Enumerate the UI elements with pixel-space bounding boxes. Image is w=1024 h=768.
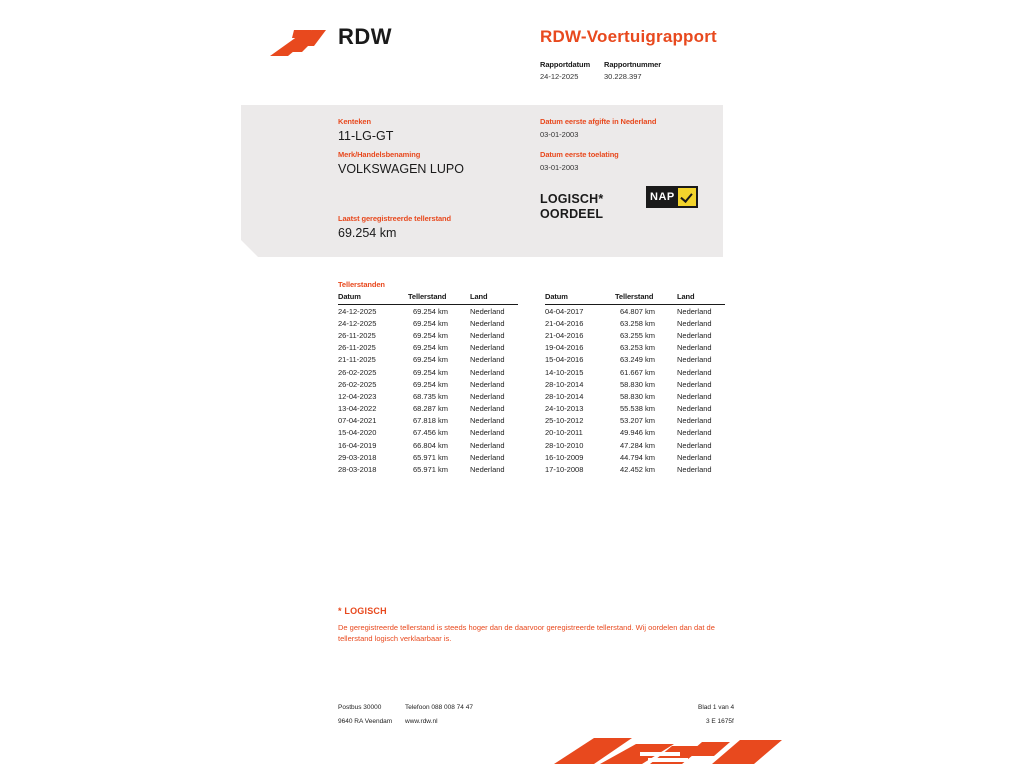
table-row: [338, 403, 518, 415]
cell-land: Nederland: [677, 440, 712, 450]
cell-land: Nederland: [677, 318, 712, 328]
table-row: [545, 329, 725, 341]
table-row: [338, 427, 518, 439]
table-row: [545, 342, 725, 354]
first-admission-label: Datum eerste toelating: [540, 150, 619, 159]
table-row: [338, 451, 518, 463]
cell-land: Nederland: [677, 428, 712, 438]
footnote-title: * LOGISCH: [338, 606, 387, 616]
cell-tellerstand: 61.667 km: [619, 367, 655, 377]
kenteken-value: 11-LG-GT: [338, 129, 394, 143]
cell-tellerstand: 69.254 km: [412, 367, 448, 377]
cell-datum: 28-10-2014: [545, 391, 584, 401]
cell-datum: 16-10-2009: [545, 452, 584, 462]
table-row: [338, 366, 518, 378]
table-row: [338, 439, 518, 451]
cell-datum: 25-10-2012: [545, 416, 584, 426]
table-row: [545, 403, 725, 415]
cell-land: Nederland: [677, 391, 712, 401]
cell-datum: 21-04-2016: [545, 318, 584, 328]
cell-tellerstand: 69.254 km: [412, 343, 448, 353]
cell-datum: 19-04-2016: [545, 343, 584, 353]
rdw-wordmark: RDW: [338, 24, 393, 49]
vehicle-summary-panel: [241, 105, 723, 257]
table-row: [338, 317, 518, 329]
report-number-label: Rapportnummer: [604, 60, 662, 69]
odometer-table-left: [338, 292, 518, 476]
cell-tellerstand: 53.207 km: [619, 416, 655, 426]
first-admission-value: 03-01-2003: [540, 163, 579, 172]
cell-tellerstand: 49.946 km: [619, 428, 655, 438]
cell-tellerstand: 47.284 km: [619, 440, 655, 450]
cell-tellerstand: 66.804 km: [412, 440, 448, 450]
cell-tellerstand: 63.258 km: [619, 318, 655, 328]
table-row: [545, 305, 725, 318]
cell-tellerstand: 69.254 km: [412, 318, 448, 328]
cell-tellerstand: 64.807 km: [619, 306, 655, 316]
cell-land: Nederland: [677, 416, 712, 426]
cell-datum: 28-10-2014: [545, 379, 584, 389]
cell-datum: 26-11-2025: [338, 330, 376, 340]
cell-land: Nederland: [677, 404, 712, 414]
merk-value: VOLKSWAGEN LUPO: [338, 162, 464, 176]
table-row: [338, 463, 518, 475]
table-row: [545, 439, 725, 451]
cell-tellerstand: 65.971 km: [412, 452, 448, 462]
cell-tellerstand: 63.253 km: [619, 343, 655, 353]
odometer-table-right: [545, 292, 725, 476]
cell-datum: 24-12-2025: [338, 318, 377, 328]
cell-tellerstand: 67.818 km: [412, 416, 448, 426]
footer-page-number: Blad 1 van 4: [698, 704, 735, 711]
table-row: [338, 305, 518, 318]
report-number-value: 30.228.397: [604, 72, 642, 81]
cell-datum: 21-04-2016: [545, 330, 584, 340]
table-row: [545, 390, 725, 402]
rdw-footer-graphic-icon: [554, 738, 784, 768]
cell-datum: 26-02-2025: [338, 379, 377, 389]
cell-land: Nederland: [677, 465, 712, 475]
cell-tellerstand: 58.830 km: [619, 379, 655, 389]
cell-datum: 17-10-2008: [545, 465, 584, 475]
cell-datum: 29-03-2018: [338, 452, 377, 462]
cell-land: Nederland: [470, 465, 505, 475]
column-header-tellerstand: Tellerstand: [408, 292, 470, 305]
cell-land: Nederland: [470, 440, 505, 450]
cell-land: Nederland: [470, 330, 505, 340]
verdict-line-2: OORDEEL: [540, 207, 604, 221]
table-row: [338, 390, 518, 402]
rdw-arrow-logo-icon: [268, 26, 328, 60]
cell-land: Nederland: [677, 452, 712, 462]
cell-datum: 28-03-2018: [338, 465, 377, 475]
cell-datum: 26-02-2025: [338, 367, 377, 377]
column-header-land: Land: [677, 292, 725, 305]
odometer-section-title: Tellerstanden: [338, 280, 385, 289]
report-number-block: [604, 60, 661, 81]
nap-badge: [646, 186, 698, 208]
report-date-value: 24-12-2025: [540, 72, 579, 81]
cell-land: Nederland: [677, 367, 712, 377]
cell-land: Nederland: [470, 452, 505, 462]
cell-datum: 07-04-2021: [338, 416, 377, 426]
cell-tellerstand: 69.254 km: [412, 306, 448, 316]
kenteken-label: Kenteken: [338, 117, 371, 126]
column-header-tellerstand: Tellerstand: [615, 292, 677, 305]
cell-land: Nederland: [677, 355, 712, 365]
table-row: [338, 354, 518, 366]
table-row: [545, 427, 725, 439]
table-row: [338, 329, 518, 341]
panel-corner-cut: [241, 240, 258, 257]
cell-land: Nederland: [677, 343, 712, 353]
cell-land: Nederland: [677, 306, 712, 316]
table-row: [545, 366, 725, 378]
table-row: [338, 342, 518, 354]
footer-postcode: 9640 RA Veendam: [338, 718, 393, 725]
table-row: [545, 378, 725, 390]
table-row: [338, 415, 518, 427]
cell-tellerstand: 44.794 km: [619, 452, 655, 462]
cell-datum: 28-10-2010: [545, 440, 584, 450]
table-row: [545, 354, 725, 366]
last-odometer-value: 69.254 km: [338, 226, 397, 240]
cell-tellerstand: 69.254 km: [412, 355, 448, 365]
cell-land: Nederland: [470, 379, 505, 389]
cell-tellerstand: 68.287 km: [412, 404, 448, 414]
cell-land: Nederland: [677, 330, 712, 340]
cell-tellerstand: 63.255 km: [619, 330, 655, 340]
cell-land: Nederland: [677, 379, 712, 389]
cell-datum: 04-04-2017: [545, 306, 584, 316]
cell-land: Nederland: [470, 391, 505, 401]
table-row: [545, 415, 725, 427]
first-registration-nl-value: 03-01-2003: [540, 130, 579, 139]
cell-tellerstand: 63.249 km: [619, 355, 655, 365]
verdict-block: [540, 192, 603, 222]
column-header-datum: Datum: [338, 292, 408, 305]
table-header-row: [545, 292, 725, 305]
cell-land: Nederland: [470, 416, 505, 426]
cell-land: Nederland: [470, 404, 505, 414]
cell-tellerstand: 55.538 km: [619, 404, 655, 414]
cell-land: Nederland: [470, 343, 505, 353]
nap-badge-label: NAP: [650, 191, 675, 203]
table-row: [545, 451, 725, 463]
cell-tellerstand: 68.735 km: [412, 391, 448, 401]
cell-tellerstand: 58.830 km: [619, 391, 655, 401]
column-header-land: Land: [470, 292, 518, 305]
cell-tellerstand: 65.971 km: [412, 465, 448, 475]
cell-datum: 26-11-2025: [338, 343, 376, 353]
column-header-datum: Datum: [545, 292, 615, 305]
cell-land: Nederland: [470, 318, 505, 328]
cell-datum: 15-04-2016: [545, 355, 584, 365]
table-row: [545, 317, 725, 329]
footer-website[interactable]: www.rdw.nl: [405, 718, 438, 725]
table-row: [545, 463, 725, 475]
cell-datum: 15-04-2020: [338, 428, 377, 438]
last-odometer-label: Laatst geregistreerde tellerstand: [338, 214, 451, 223]
cell-datum: 24-12-2025: [338, 306, 377, 316]
cell-land: Nederland: [470, 428, 505, 438]
page-title: RDW-Voertuigrapport: [540, 27, 717, 46]
cell-tellerstand: 67.456 km: [412, 428, 448, 438]
cell-land: Nederland: [470, 355, 505, 365]
cell-datum: 14-10-2015: [545, 367, 584, 377]
cell-land: Nederland: [470, 306, 505, 316]
cell-datum: 20-10-2011: [545, 428, 583, 438]
footer-form-code: 3 E 1675f: [706, 718, 734, 725]
cell-tellerstand: 69.254 km: [412, 330, 448, 340]
footnote-body: De geregistreerde tellerstand is steeds hoger dan de daarvoor geregistreerde tellerstand. Wij oordelen dan dat de tellerstand logisch verklaarbaar is.: [338, 623, 715, 643]
cell-tellerstand: 69.254 km: [412, 379, 448, 389]
footer-telephone: Telefoon 088 008 74 47: [405, 704, 473, 711]
verdict-line-1: LOGISCH*: [540, 192, 604, 206]
table-header-row: [338, 292, 518, 305]
footer-postbus: Postbus 30000: [338, 704, 382, 711]
check-icon: [678, 188, 696, 206]
cell-datum: 16-04-2019: [338, 440, 377, 450]
cell-datum: 21-11-2025: [338, 355, 376, 365]
cell-land: Nederland: [470, 367, 505, 377]
report-date-block: [540, 60, 590, 81]
first-registration-nl-label: Datum eerste afgifte in Nederland: [540, 117, 657, 126]
cell-datum: 12-04-2023: [338, 391, 377, 401]
cell-datum: 13-04-2022: [338, 404, 377, 414]
merk-label: Merk/Handelsbenaming: [338, 150, 421, 159]
table-row: [338, 378, 518, 390]
cell-tellerstand: 42.452 km: [619, 465, 655, 475]
cell-datum: 24-10-2013: [545, 404, 584, 414]
report-date-label: Rapportdatum: [540, 60, 591, 69]
